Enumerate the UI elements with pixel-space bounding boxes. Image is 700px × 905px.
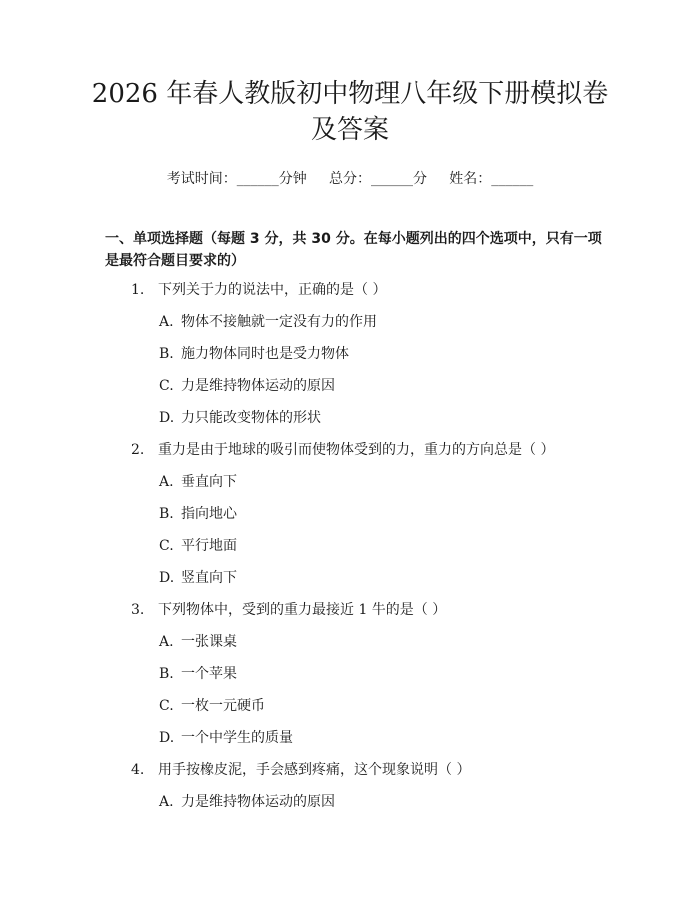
option-letter: C.: [159, 698, 174, 714]
question-2-option-d: [159, 568, 237, 588]
question-3-option-b: [159, 664, 237, 684]
question-number: 1.: [131, 282, 145, 298]
option-text: 一个中学生的质量: [181, 730, 293, 746]
question-1: [131, 280, 386, 300]
question-number: 2.: [131, 442, 145, 458]
option-letter: B.: [159, 666, 174, 682]
option-text: 施力物体同时也是受力物体: [181, 346, 349, 362]
option-letter: D.: [159, 730, 175, 746]
question-text: 用手按橡皮泥，手会感到疼痛，这个现象说明（ ）: [158, 762, 471, 778]
option-text: 物体不接触就一定没有力的作用: [181, 314, 377, 330]
question-3-option-a: [159, 632, 237, 652]
question-text: 重力是由于地球的吸引而使物体受到的力，重力的方向总是（ ）: [158, 442, 555, 458]
question-2: [131, 440, 554, 460]
option-letter: B.: [159, 506, 174, 522]
option-text: 力是维持物体运动的原因: [181, 794, 335, 810]
option-letter: D.: [159, 570, 175, 586]
option-letter: A.: [159, 474, 174, 490]
question-number: 4.: [131, 762, 145, 778]
option-text: 平行地面: [181, 538, 237, 554]
option-text: 一个苹果: [181, 666, 237, 682]
option-text: 一枚一元硬币: [181, 698, 265, 714]
question-3-option-d: [159, 728, 293, 748]
question-2-option-c: [159, 536, 237, 556]
option-letter: C.: [159, 538, 174, 554]
option-text: 指向地心: [181, 506, 237, 522]
question-2-option-a: [159, 472, 237, 492]
question-3-option-c: [159, 696, 265, 716]
option-letter: C.: [159, 378, 174, 394]
question-text: 下列关于力的说法中，正确的是（ ）: [158, 282, 387, 298]
section-heading: 一、单项选择题（每题 3 分，共 30 分。在每小题列出的四个选项中，只有一项是最符合题目要求的）: [105, 231, 602, 269]
option-text: 垂直向下: [181, 474, 237, 490]
option-text: 竖直向下: [181, 570, 237, 586]
exam-title-line-2: 及答案: [310, 115, 389, 145]
exam-meta-line: 考试时间：______分钟 总分：______分 姓名：______: [166, 171, 534, 187]
question-1-option-b: [159, 344, 349, 364]
question-1-option-a: [159, 312, 377, 332]
question-number: 3.: [131, 602, 145, 618]
option-letter: D.: [159, 410, 175, 426]
question-4: [131, 760, 470, 780]
question-1-option-c: [159, 376, 335, 396]
option-letter: A.: [159, 794, 174, 810]
question-text: 下列物体中，受到的重力最接近 1 牛的是（ ）: [158, 602, 447, 618]
option-letter: B.: [159, 346, 174, 362]
option-letter: A.: [159, 314, 174, 330]
option-text: 一张课桌: [181, 634, 237, 650]
question-2-option-b: [159, 504, 237, 524]
question-1-option-d: [159, 408, 321, 428]
option-text: 力只能改变物体的形状: [181, 410, 321, 426]
exam-title-line-1: 2026 年春人教版初中物理八年级下册模拟卷: [91, 79, 609, 109]
exam-title: [60, 76, 640, 148]
option-letter: A.: [159, 634, 174, 650]
question-4-option-a: [159, 792, 335, 812]
option-text: 力是维持物体运动的原因: [181, 378, 335, 394]
question-3: [131, 600, 446, 620]
